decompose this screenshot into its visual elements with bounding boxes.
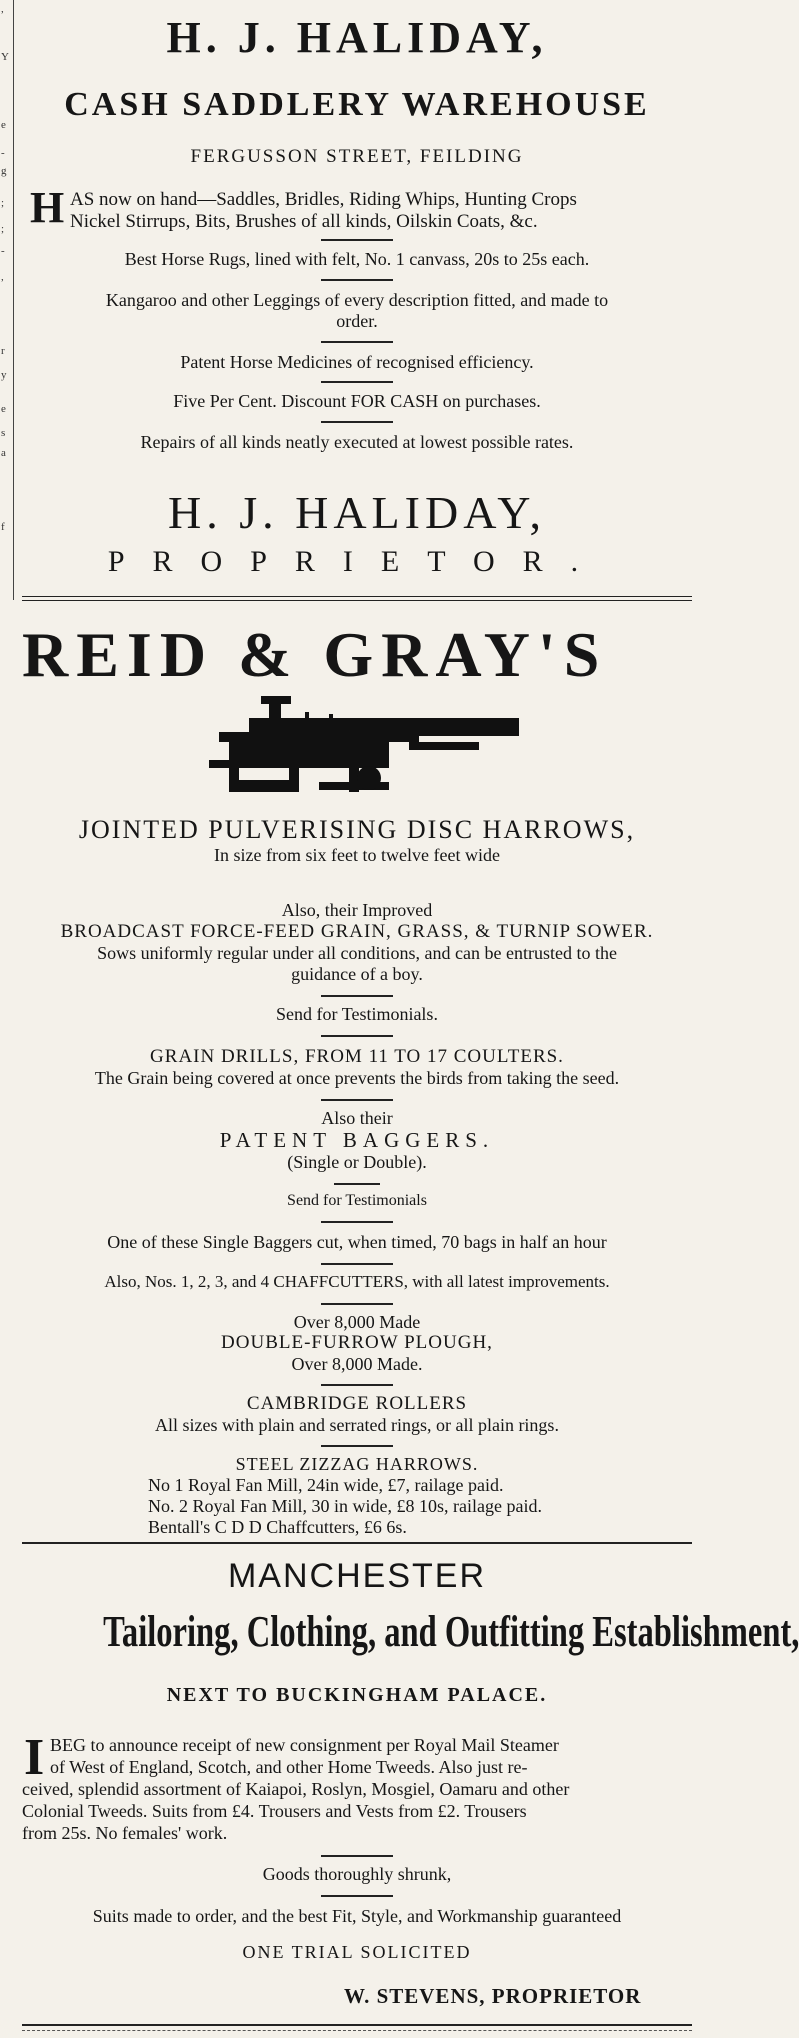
divider [321,1221,393,1223]
fan-mill-2: No. 2 Royal Fan Mill, 30 in wide, £8 10s, railage paid. [148,1496,542,1516]
notice-line-5: from 25s. No females' work. [22,1823,228,1843]
notice-line-4: Colonial Tweeds. Suits from £4. Trousers and Vests from £2. Trousers [22,1801,527,1821]
sower-description-2: guidance of a boy. [291,964,423,984]
trial-solicited: ONE TRIAL SOLICITED [242,1942,472,1962]
drills-description: The Grain being covered at once prevents the birds from taking the seed. [94,1068,620,1088]
haliday-proprietor-title: PROPRIETOR. [107,545,607,578]
manchester-location: NEXT TO BUCKINGHAM PALACE. [166,1684,548,1706]
haliday-subtitle: CASH SADDLERY WAREHOUSE [64,86,650,123]
notice-line-3: ceived, splendid assortment of Kaiapoi, Roslyn, Mosgiel, Oamaru and other [22,1779,570,1799]
haliday-location: FERGUSSON STREET, FEILDING [190,146,524,167]
divider [321,239,393,241]
margin-fragment: , [1,3,4,15]
baggers-subheading: (Single or Double). [287,1152,427,1172]
plough-over-1: Over 8,000 Made [293,1312,421,1332]
harrow-size: In size from six feet to twelve feet wide [214,845,500,865]
margin-fragment: g [1,165,7,177]
haliday-kangaroo-line-2: order. [336,311,378,331]
fan-mill-1: No 1 Royal Fan Mill, 24in wide, £7, railage paid. [148,1475,504,1495]
rollers-description: All sizes with plain and serrated rings, or all plain rings. [155,1415,559,1435]
plough-heading: DOUBLE-FURROW PLOUGH, [221,1332,493,1353]
suits-made-to-order: Suits made to order, and the best Fit, Style, and Workmanship guaranteed [92,1906,622,1926]
haliday-discount: Five Per Cent. Discount FOR CASH on purchases. [173,391,541,411]
manchester-proprietor: W. STEVENS, PROPRIETOR [344,1984,642,2008]
divider [321,995,393,997]
send-testimonials: Send for Testimonials. [276,1004,438,1024]
margin-fragment: ; [1,197,5,209]
haliday-intro-line-2: Nickel Stirrups, Bits, Brushes of all kinds, Oilskin Coats, &c. [70,211,538,232]
divider [321,1855,393,1857]
drills-heading: GRAIN DRILLS, FROM 11 TO 17 COULTERS. [150,1046,564,1067]
haliday-horse-rugs: Best Horse Rugs, lined with felt, No. 1 canvass, 20s to 25s each. [124,249,590,269]
advertisement-column [14,0,799,2038]
margin-fragment: e [1,119,6,131]
haliday-repairs: Repairs of all kinds neatly executed at lowest possible rates. [140,432,574,452]
adjacent-column-fragments [0,0,14,600]
divider [321,1895,393,1897]
margin-fragment: - [1,147,5,159]
divider [321,381,393,383]
goods-shrunk: Goods thoroughly shrunk, [262,1864,452,1884]
drop-cap: I [24,1729,45,1786]
divider [321,1445,393,1447]
margin-fragment: y [1,369,7,381]
margin-fragment: s [1,427,6,439]
sower-heading: BROADCAST FORCE-FEED GRAIN, GRASS, & TURNIP SOWER. [60,921,654,942]
divider [321,1035,393,1037]
section-divider [22,1542,692,1544]
sower-description-1: Sows uniformly regular under all conditions, and can be entrusted to the [97,943,617,963]
margin-fragment: r [1,345,5,357]
manchester-subtitle: Tailoring, Clothing, and Outfitting Establishment, [103,1607,799,1656]
haliday-kangaroo-line-1: Kangaroo and other Leggings of every description fitted, and made to [105,290,609,310]
divider [321,1384,393,1386]
haliday-medicines: Patent Horse Medicines of recognised efficiency. [180,352,534,372]
margin-fragment: a [1,447,6,459]
disc-harrow-illustration [209,690,529,805]
drop-cap: H [30,183,65,232]
notice-line-1: BEG to announce receipt of new consignment per Royal Mail Steamer [50,1735,559,1755]
baggers-claim: One of these Single Baggers cut, when timed, 70 bags in half an hour [107,1232,607,1252]
section-divider [22,2024,692,2031]
section-divider [22,596,692,601]
also-improved: Also, their Improved [281,900,433,920]
manchester-headline: MANCHESTER [227,1557,487,1595]
rollers-heading: CAMBRIDGE ROLLERS [246,1393,468,1414]
divider [321,1303,393,1305]
reid-gray-headline: REID & GRAY'S [22,619,608,690]
margin-fragment: ; [1,223,5,235]
divider [334,1183,380,1185]
divider [321,279,393,281]
chaffcutters: Also, Nos. 1, 2, 3, and 4 CHAFFCUTTERS, with all latest improvements. [104,1272,610,1291]
baggers-heading: PATENT BAGGERS. [219,1128,495,1152]
margin-fragment: Y [1,51,9,63]
notice-line-2: of West of England, Scotch, and other Home Tweeds. Also just re- [50,1757,528,1777]
plough-over-2: Over 8,000 Made. [291,1354,423,1374]
divider [321,1099,393,1101]
haliday-proprietor-name: H. J. HALIDAY, [168,487,546,538]
margin-fragment: , [1,271,4,283]
margin-fragment: f [1,521,5,533]
bentall-chaffcutters: Bentall's C D D Chaffcutters, £6 6s. [148,1517,407,1537]
divider [321,341,393,343]
zigzag-heading: STEEL ZIZZAG HARROWS. [235,1454,479,1474]
send-testimonials-2: Send for Testimonials [287,1192,427,1209]
divider [321,421,393,423]
divider [321,1263,393,1265]
also-their: Also their [321,1108,393,1128]
margin-fragment: e [1,403,6,415]
haliday-intro-line-1: AS now on hand—Saddles, Bridles, Riding Whips, Hunting Crops [70,189,577,210]
haliday-headline: H. J. HALIDAY, [166,13,548,62]
harrow-heading: JOINTED PULVERISING DISC HARROWS, [78,815,636,844]
margin-fragment: - [1,245,5,257]
